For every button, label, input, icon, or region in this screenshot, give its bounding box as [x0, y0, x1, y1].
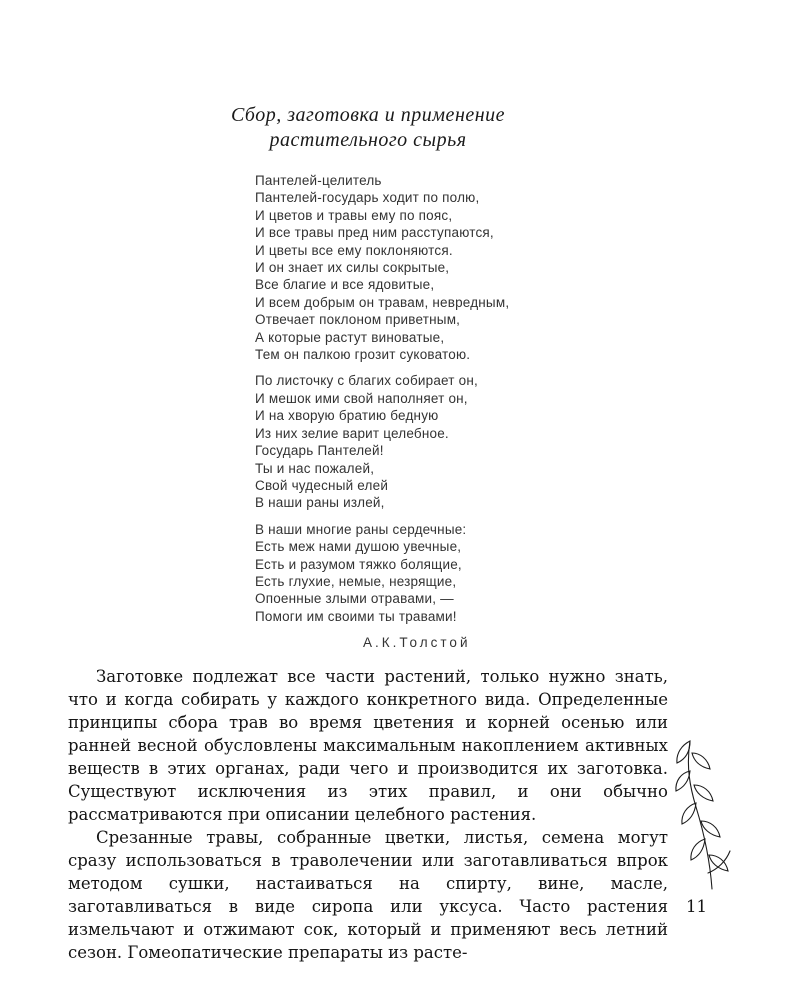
poem-line: И он знает их силы сокрытые, [255, 260, 450, 276]
poem-line: И всем добрым он травам, невредным, [255, 294, 510, 310]
poem-line: Есть меж нами душою увечные, [255, 539, 462, 555]
poem-author: А.К.Толстой [363, 635, 471, 651]
poem-line: В наши раны излей, [255, 495, 385, 511]
body-paragraph: Заготовке подлежат все части растений, только нужно знать, что и когда собирать у каждого конкретного вида. Определенные принципы сбора трав во время цветения и корней осенью или ранней весной обусловлены максимальным накоплением активных веществ в этих органах, ради чего и производится их заготовка. Существуют исключения из этих правил, и они обычно рассматриваются при описании целебного растения. [68, 666, 668, 824]
poem-line: Все благие и все ядовитые, [255, 277, 435, 293]
page-number: 11 [686, 897, 707, 916]
poem-line: Свой чудесный елей [255, 477, 389, 493]
branch-illustration [668, 733, 752, 891]
body-text [68, 665, 668, 964]
poem-line: Пантелей-государь ходит по полю, [255, 190, 480, 206]
poem-line: Пантелей-целитель [255, 173, 382, 188]
poem-line: И цветов и травы ему по пояс, [255, 207, 453, 223]
poem-line: А которые растут виноватые, [255, 329, 445, 345]
poem-line: Государь Пантелей! [255, 443, 384, 459]
poem-line: Опоенные злыми отравами, — [255, 591, 454, 607]
poem-line: Есть глухие, немые, незрящие, [255, 573, 457, 589]
poem-line: И все травы пред ним расступаются, [255, 225, 494, 241]
poem-stanza-3 [255, 521, 668, 625]
poem [255, 172, 668, 652]
chapter-title-line2: растительного сырья [269, 129, 467, 151]
poem-line: В наши многие раны сердечные: [255, 521, 467, 537]
page-content [68, 103, 668, 964]
poem-line: И мешок ими свой наполняет он, [255, 390, 468, 406]
poem-line: И на хворую братию бедную [255, 408, 439, 424]
chapter-title [68, 103, 668, 153]
poem-line: Тем он палкою грозит суковатою. [255, 347, 471, 363]
poem-stanza-1 [255, 172, 668, 363]
poem-line: Ты и нас пожалей, [255, 460, 375, 476]
chapter-title-line1: Сбор, заготовка и применение [230, 104, 506, 126]
poem-line: Отвечает поклоном приветным, [255, 312, 461, 328]
poem-line: Есть и разумом тяжко болящие, [255, 556, 462, 572]
poem-line: Из них зелие варит целебное. [255, 425, 449, 441]
poem-line: И цветы все ему поклоняются. [255, 242, 453, 258]
poem-stanza-2 [255, 372, 668, 511]
poem-line: Помоги им своими ты травами! [255, 608, 457, 624]
poem-line: По листочку с благих собирает он, [255, 373, 478, 389]
body-paragraph: Срезанные травы, собранные цветки, листья, семена могут сразу использоваться в траволечении или заготавливаться впрок методом сушки, настаиваться на спирту, вине, масле, заготавливаться в виде сиропа или уксуса. Часто растения измельчают и отжимают сок, который и применяют весь летний сезон. Гомеопатические препараты из расте- [68, 827, 668, 962]
